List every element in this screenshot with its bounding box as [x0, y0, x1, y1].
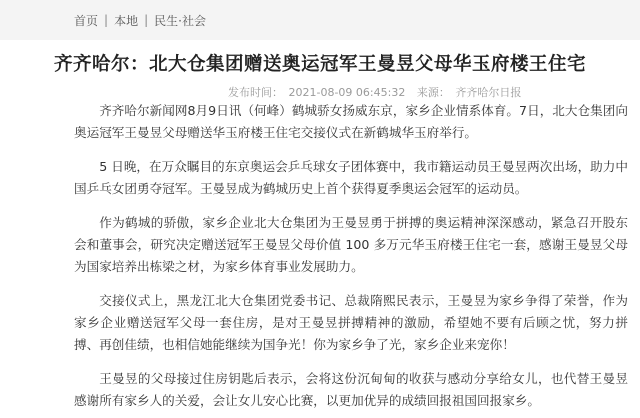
article-title: 齐齐哈尔：北大仓集团赠送奥运冠军王曼昱父母华玉府楼王住宅 — [53, 54, 586, 75]
article-paragraph: 5 日晚，在万众瞩目的东京奥运会乒乓球女子团体赛中，我市籍运动员王曼昱两次出场，助力中国乒乓女团勇夺冠军。王曼昱成为鹤城历史上首个获得夏季奥运会冠军的运动员。 — [74, 159, 628, 196]
breadcrumb-separator: | — [144, 13, 149, 27]
breadcrumb — [0, 0, 640, 40]
article-body — [74, 100, 628, 418]
article-paragraph: 交接仪式上，黑龙江北大仓集团党委书记、总裁隋熙民表示，王曼昱为家乡争得了荣誉，作为家乡企业赠送冠军父母一套住房，是对王曼昱拼搏精神的激励，希望她不要有后顾之忧，努力拼搏、再创佳绩，也相信她能继续为国争光！你为家乡争了光，家乡企业来宠你！ — [74, 293, 628, 352]
breadcrumb-category-link[interactable]: 民生·社会 — [154, 13, 206, 28]
article-meta — [228, 84, 529, 100]
article-paragraph: 齐齐哈尔新闻网8月9日讯（何峰）鹤城骄女扬威东京，家乡企业情系体育。7日，北大仓集团向奥运冠军王曼昱父母赠送华玉府楼王住宅交接仪式在新鹤城华玉府举行。 — [74, 103, 628, 140]
article-source: 来源： 齐齐哈尔日报 — [416, 86, 522, 99]
breadcrumb-local-link[interactable]: 本地 — [114, 13, 139, 28]
breadcrumb-home-link[interactable]: 首页 — [74, 13, 99, 28]
breadcrumb-separator: | — [104, 13, 109, 27]
article-paragraph: 作为鹤城的骄傲，家乡企业北大仓集团为王曼昱勇于拼搏的奥运精神深深感动，紧急召开股东会和董事会，研究决定赠送冠军王曼昱父母价值 100 多万元华玉府楼王住宅一套，感谢王曼昱父母为国家培养出栋梁之材，为家乡体育事业发展助力。 — [74, 215, 628, 274]
article-paragraph: 王曼昱的父母接过住房钥匙后表示，会将这份沉甸甸的收获与感动分享给女儿，也代替王曼昱感谢所有家乡人的关爱，会让女儿安心比赛，以更加优异的成绩回报祖国回报家乡。 — [74, 371, 628, 408]
publish-time: 发布时间： 2021-08-09 06:45:32 — [228, 86, 406, 99]
